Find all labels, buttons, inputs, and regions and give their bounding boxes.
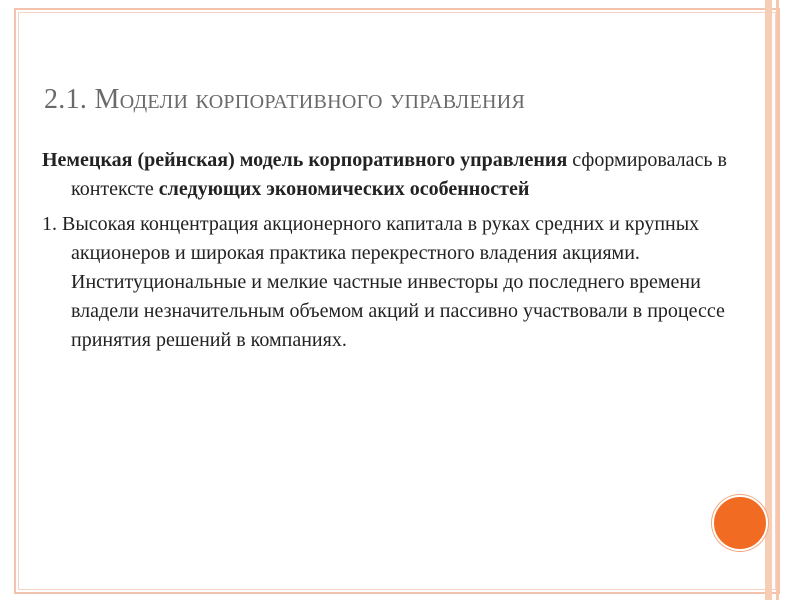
decorative-bar <box>765 0 772 600</box>
decorative-circle <box>712 495 768 551</box>
paragraph-point-1: 1. Высокая концентрация акционерного капитала в руках средних и крупных акционеров и широкая практика перекрестного владения акциями. Институциональные и мелкие частные инвесторы до последнего времени владели незначительным объемом акций и пассивно участвовали в процессе принятия решений в компаниях. <box>42 213 725 351</box>
title-text: Модели корпоративного управления <box>94 84 526 115</box>
paragraph-intro <box>42 146 732 204</box>
decorative-bar-thin <box>776 0 779 600</box>
slide-body <box>42 146 732 361</box>
intro-bold-1: Немецкая (рейнская) модель корпоративного управления <box>42 149 568 171</box>
intro-normal: сформировалась в контексте <box>71 149 727 200</box>
slide-title <box>44 84 744 116</box>
intro-bold-2: следующих экономических особенностей <box>158 178 530 200</box>
title-number: 2.1. <box>44 84 95 115</box>
